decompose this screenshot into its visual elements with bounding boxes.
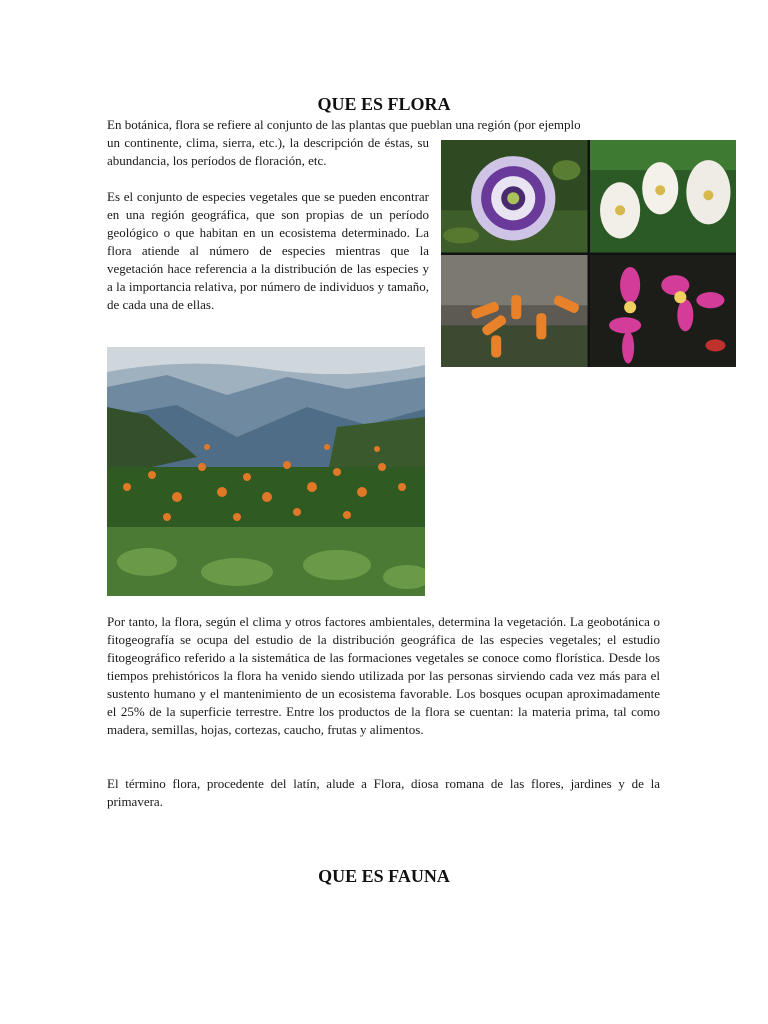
paragraph-2: Es el conjunto de especies vegetales que se pueden encontrar en una región geográfica, que son propias de un período geológico o que habitan en un ecosistema determinado. La flora atiende al número de especies mientras que la vegetación hace referencia a la distribución de las especies y a la importancia relativa, por número de individuos y tamaño, de cada una de ellas. bbox=[107, 189, 429, 312]
paragraph-4: El término flora, procedente del latín, alude a Flora, diosa romana de las flores, jardines y de la primavera. bbox=[107, 776, 660, 809]
title-fauna: QUE ES FAUNA bbox=[318, 866, 450, 886]
title-flora: QUE ES FLORA bbox=[317, 94, 451, 114]
paragraph-1-rest: un continente, clima, sierra, etc.), la descripción de éstas, su abundancia, los períodos de floración, etc. bbox=[107, 135, 429, 168]
orange-tubular-flowers-photo bbox=[441, 255, 588, 368]
pink-orchid-photo bbox=[590, 255, 737, 368]
flower-collage bbox=[441, 140, 736, 367]
passion-flower-photo bbox=[441, 140, 588, 253]
paragraph-3: Por tanto, la flora, según el clima y otros factores ambientales, determina la vegetación. La geobotánica o fitogeografía se ocupa del estudio de la distribución geográfica de las especies vegetales; el estudio fitogeográfico referido a la sistemática de las formaciones vegetales se conoce como florística. Desde los tiempos prehistóricos la flora ha venido siendo utilizada por las personas sirviendo cada vez más para el sustento humano y el mantenimiento de un ecosistema favorable. Los bosques ocupan aproximadamente el 25% de la superficie terrestre. Entre los productos de la flora se cuentan: la materia prima, tal como madera, semillas, hojas, cortezas, caucho, frutas y alimentos. bbox=[107, 614, 660, 737]
white-orchid-photo bbox=[590, 140, 737, 253]
mountain-wildflower-landscape-photo bbox=[107, 347, 425, 596]
paragraph-1-line-1: En botánica, flora se refiere al conjunto de las plantas que pueblan una región (por ejemplo bbox=[107, 117, 581, 132]
